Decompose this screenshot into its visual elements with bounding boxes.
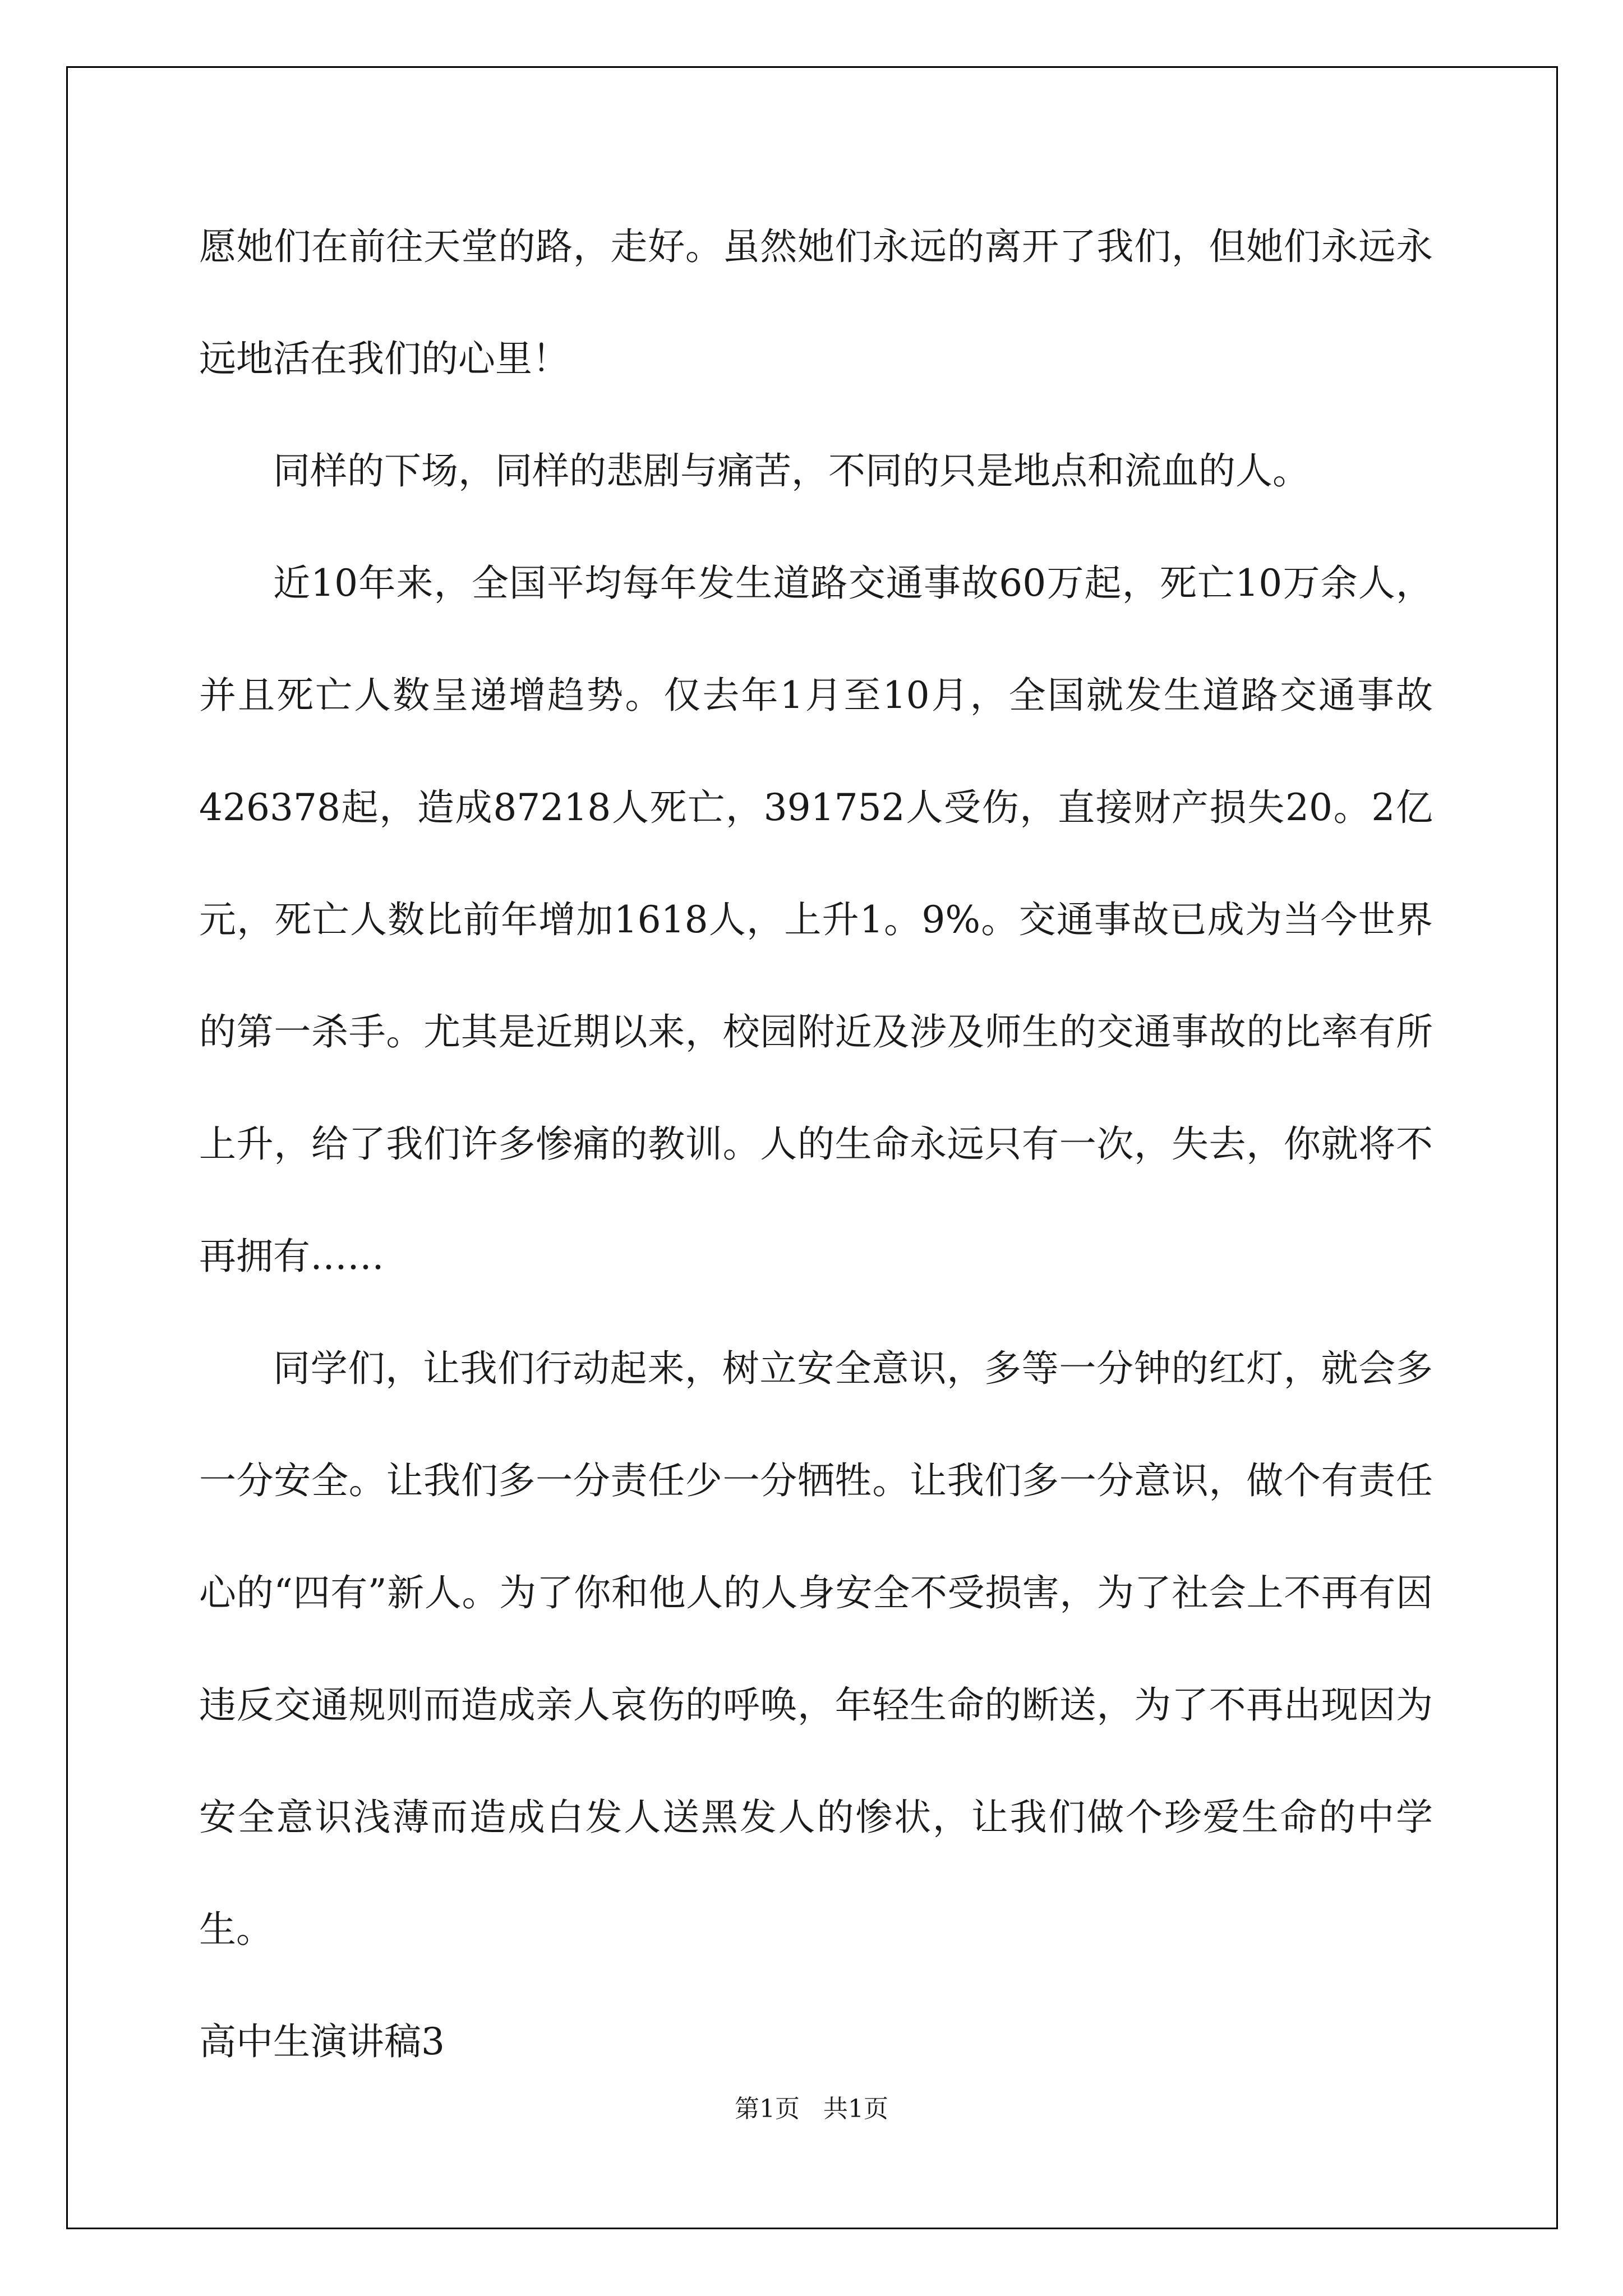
page-number-total: 共1页 xyxy=(823,2095,888,2123)
section-heading: 高中生演讲稿3 xyxy=(199,2020,445,2063)
page-footer xyxy=(0,2092,1623,2126)
document-body xyxy=(199,191,1433,2098)
page-number-current: 第1页 xyxy=(735,2095,800,2123)
paragraph-1: 愿她们在前往天堂的路，走好。虽然她们永远的离开了我们，但她们永远永远地活在我们的心里！ xyxy=(199,225,1433,380)
paragraph-2: 同样的下场，同样的悲剧与痛苦，不同的只是地点和流血的人。 xyxy=(273,449,1310,493)
paragraph-3: 近10年来，全国平均每年发生道路交通事故60万起，死亡10万余人，并且死亡人数呈递增趋势。仅去年1月至10月，全国就发生道路交通事故426378起，造成87218人死亡，391752人受伤，直接财产损失20。2亿元，死亡人数比前年增加1618人，上升1。9%。交通事故已成为当今世界的第一杀手。尤其是近期以来，校园附近及涉及师生的交通事故的比率有所上升，给了我们许多惨痛的教训。人的生命永远只有一次，失去，你就将不再拥有…… xyxy=(199,562,1433,1278)
paragraph-4: 同学们，让我们行动起来，树立安全意识，多等一分钟的红灯，就会多一分安全。让我们多一分责任少一分牺牲。让我们多一分意识，做个有责任心的“四有”新人。为了你和他人的人身安全不受损害，为了社会上不再有因违反交通规则而造成亲人哀伤的呼唤，年轻生命的断送，为了不再出现因为安全意识浅薄而造成白发人送黑发人的惨状，让我们做个珍爱生命的中学生。 xyxy=(199,1347,1433,1951)
